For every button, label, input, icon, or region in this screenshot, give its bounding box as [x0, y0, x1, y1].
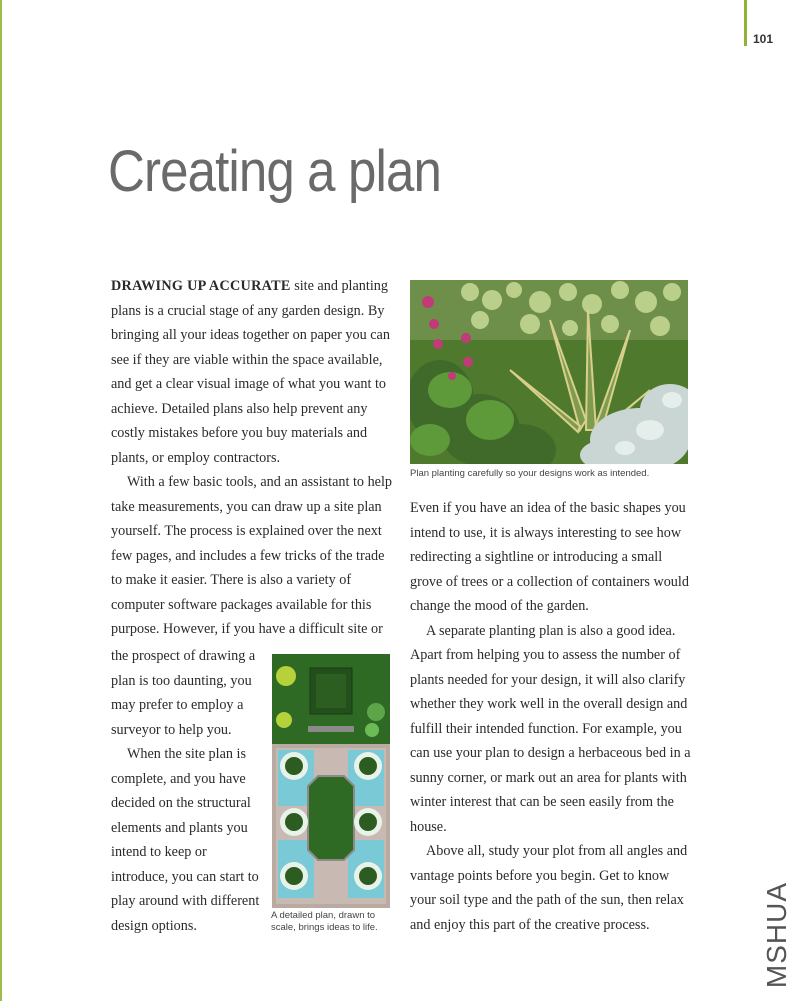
- planting-plan-paragraph: A separate planting plan is also a good idea. Apart from helping you to assess the number of plants needed for your design, it will also clarify whether they work well in the overall design and fulfill their intended function. For example, you can use your plan to design a herbaceous bed in a sunny corner, or mark out an area for plants with winter interest that can be seen easily from the house.: [410, 622, 691, 835]
- site-plan-paragraph: When the site plan is complete, and you have decided on the structural elements and plants you intend to keep or introduce, you can start to play around with different design options.: [111, 746, 260, 934]
- left-column-narrow: [111, 644, 267, 938]
- planting-photo-illustration: [410, 280, 688, 464]
- intro-paragraph: [111, 274, 393, 470]
- side-tab: [760, 880, 794, 990]
- plan-caption: A detailed plan, drawn to scale, brings ideas to life.: [271, 910, 378, 933]
- garden-plan: [272, 654, 390, 908]
- left-column: [111, 274, 393, 642]
- photo-caption: Plan planting carefully so your designs work as intended.: [410, 468, 650, 479]
- garden-plan-illustration: [272, 654, 390, 908]
- left-margin-rule: [0, 0, 2, 1001]
- intro-text: site and planting plans is a crucial stage of any garden design. By bringing all your ideas together on paper you can see if they are viable within the space available, and get a clear visual image of what you want to achieve. Detailed plans also help prevent any costly mistakes before you buy materials and plants, or employ contractors.: [111, 278, 390, 466]
- planting-photo: [410, 280, 688, 464]
- page-number-rule: [744, 0, 747, 46]
- page-number: 101: [753, 32, 774, 46]
- study-plot-paragraph: Above all, study your plot from all angles and vantage points before you begin. Get to know your soil type and the path of the sun, then relax and enjoy this part of the creative process.: [410, 843, 688, 933]
- page-title: Creating a plan: [108, 139, 441, 204]
- tools-paragraph-continued: the prospect of drawing a plan is too daunting, you may prefer to employ a surveyor to help you.: [111, 648, 256, 738]
- intro-lead: DRAWING UP ACCURATE: [111, 278, 291, 294]
- tools-paragraph: With a few basic tools, and an assistant to help take measurements, you can draw up a site plan yourself. The process is explained over the next few pages, and includes a few tricks of the trade to make it easier. There is also a variety of computer software packages available for this purpose. However, if you have a difficult site or: [111, 474, 392, 637]
- side-tab-label: MSHUA: [761, 881, 792, 989]
- sightline-paragraph: Even if you have an idea of the basic shapes you intend to use, it is always interesting to see how redirecting a sightline or introducing a small grove of trees or a collection of containers would change the mood of the garden.: [410, 500, 689, 614]
- right-column: [410, 496, 692, 937]
